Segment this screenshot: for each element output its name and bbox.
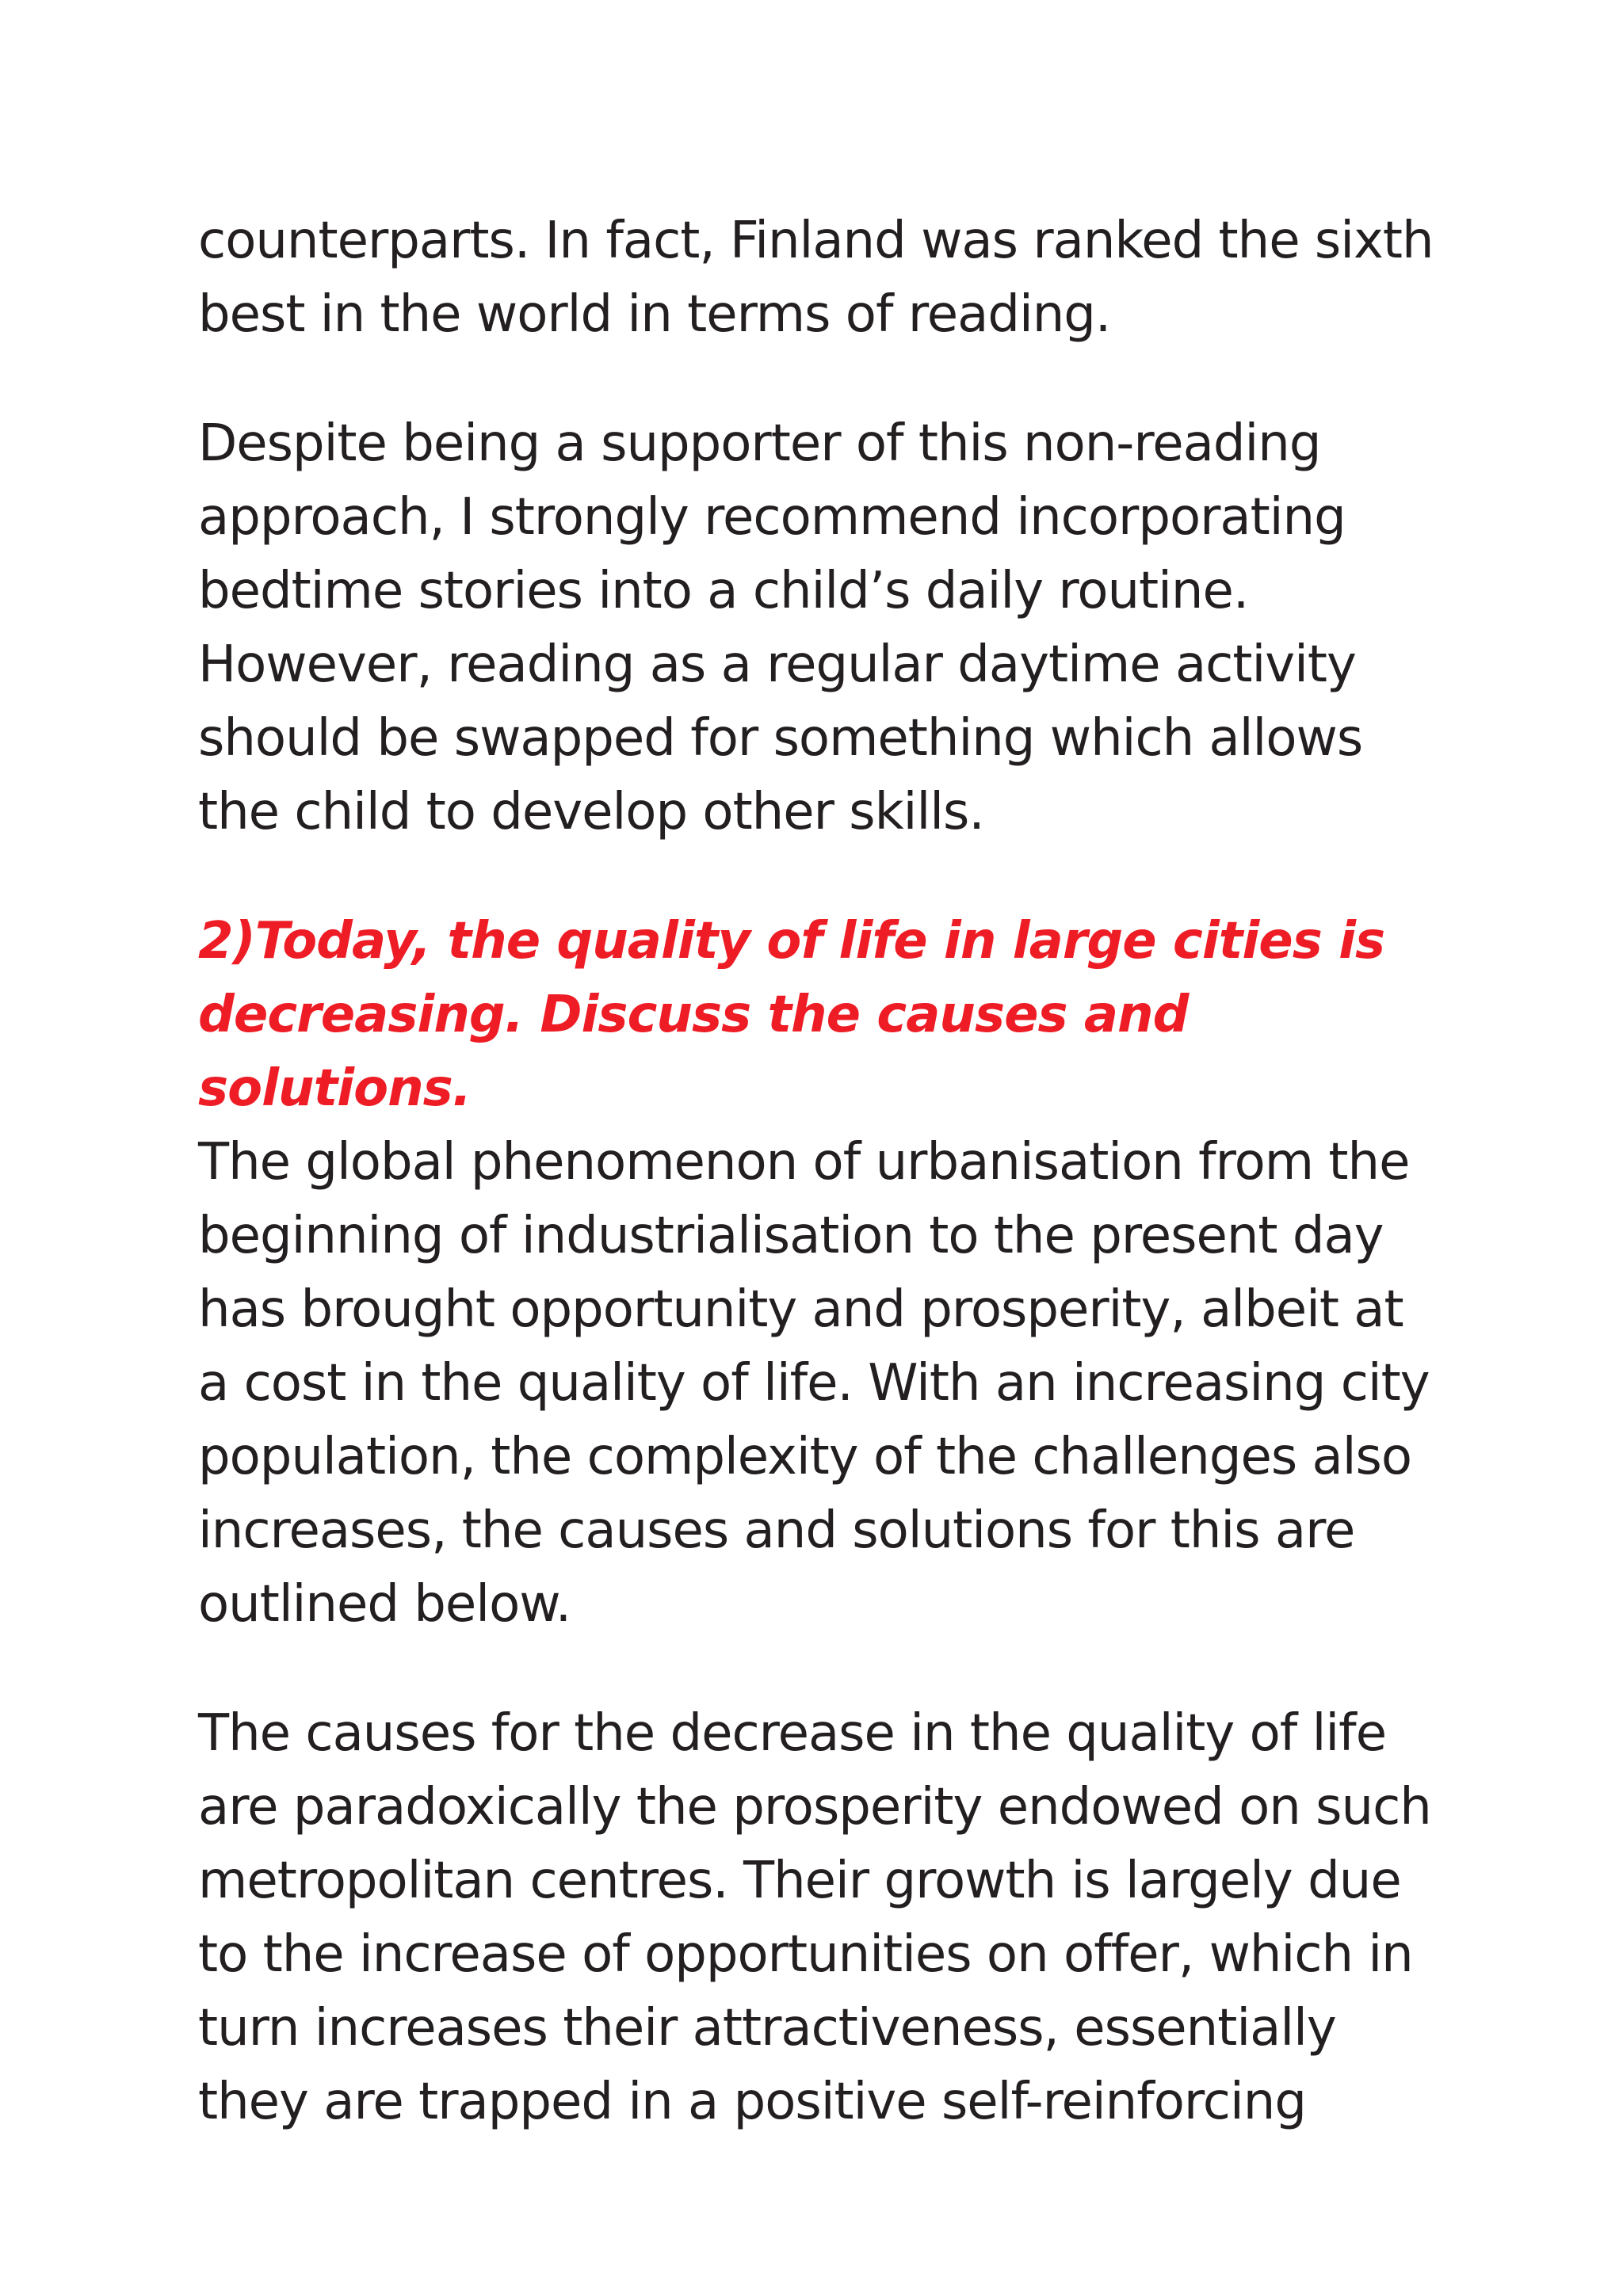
paragraph-spacer [198,1642,1450,1697]
paragraph-urbanisation-intro: The global phenomenon of urbanisation from the beginning of industrialisation to the present day has brought opportunity and prosperity, albeit at a cost in the quality of life. With an increasing city population, the complexity of the challenges also increases, the causes and solutions for this are outlined below. [198,1133,1430,1634]
paragraph-spacer [198,352,1450,407]
paragraph-finland-reading: counterparts. In fact, Finland was ranked the sixth best in the world in terms of reading. [198,212,1434,344]
paragraph-causes: The causes for the decrease in the quality of life are paradoxically the prosperity endowed on such metropolitan centres. Their growth is largely due to the increase of opportunities on offer, which in turn increases their attractiveness, essentially they are trapped in a positive self-reinforcing [198,1704,1431,2131]
essay-question-heading: 2)Today, the quality of life in large cities is decreasing. Discuss the causes and solutions. [198,912,1385,1118]
paragraph-spacer [198,849,1450,905]
paragraph-bedtime-stories: Despite being a supporter of this non-reading approach, I strongly recommend incorporating bedtime stories into a child’s daily routine. However, reading as a regular daytime activity should be swapped for something which allows the child to develop other skills. [198,414,1363,841]
document-page [198,204,1450,2139]
